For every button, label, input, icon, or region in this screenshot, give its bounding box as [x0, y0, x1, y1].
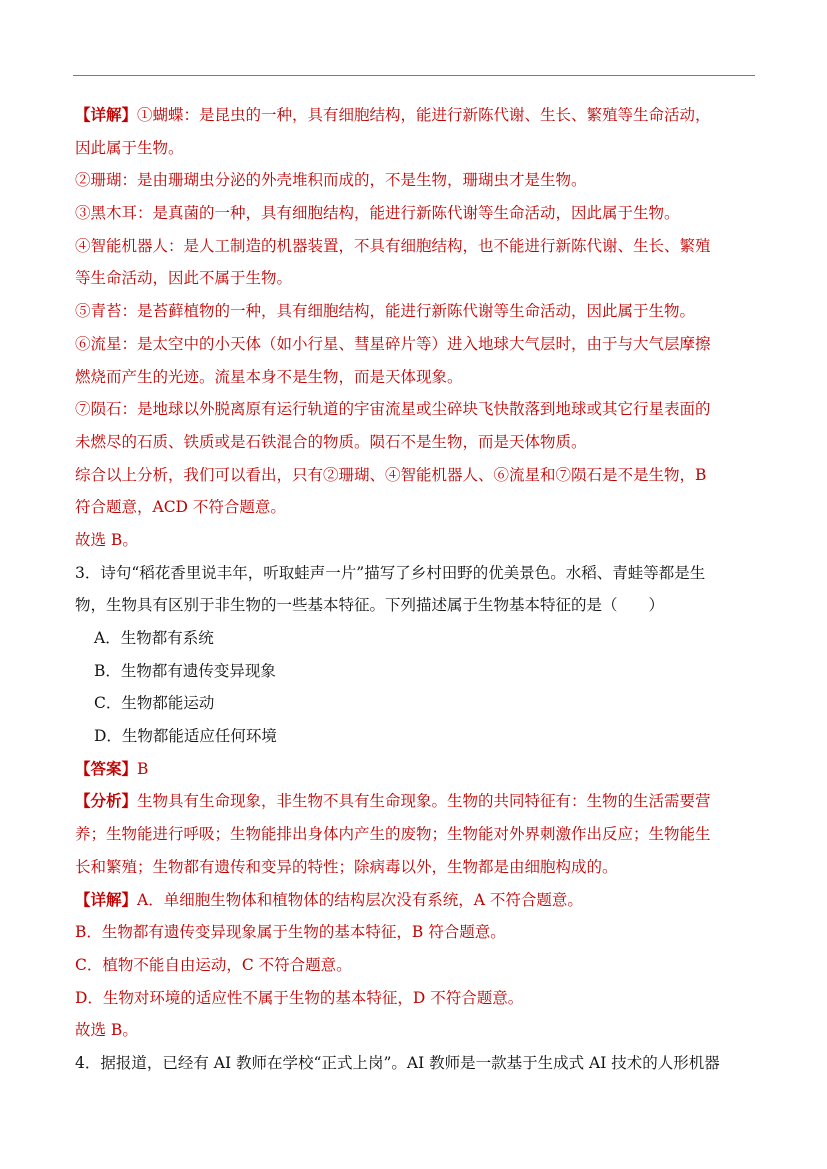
section-tag: 【答案】 [75, 758, 138, 778]
text-line [75, 949, 755, 982]
text-line [75, 1047, 755, 1080]
section-tag: 【分析】 [75, 791, 138, 811]
line-text: C．生物都能运动 [94, 694, 215, 713]
line-text: D．生物对环境的适应性不属于生物的基本特征，D 不符合题意。 [75, 988, 524, 1007]
section-tag: 【详解】 [75, 889, 138, 909]
text-line [75, 230, 755, 263]
section-tag: 【详解】 [75, 105, 138, 124]
answer-option [75, 655, 755, 688]
text-line [75, 459, 755, 492]
line-text: ③黑木耳：是真菌的一种，具有细胞结构，能进行新陈代谢等生命活动，因此属于生物。 [75, 204, 680, 223]
labeled-line [75, 785, 755, 818]
text-line [75, 197, 755, 230]
text-line [75, 524, 755, 557]
line-text: 物，生物具有区别于非生物的一些基本特征。下列描述属于生物基本特征的是（ ） [75, 596, 665, 615]
document-body [75, 99, 755, 1080]
line-text: B [137, 759, 149, 778]
text-line [75, 361, 755, 394]
text-line [75, 262, 755, 295]
text-line [75, 132, 755, 165]
line-text: C．植物不能自由运动，C 不符合题意。 [75, 955, 352, 974]
text-line [75, 589, 755, 622]
answer-option [75, 720, 755, 753]
line-text: ⑦陨石：是地球以外脱离原有运行轨道的宇宙流星或尘碎块飞快散落到地球或其它行星表面的 [75, 400, 711, 419]
line-text: B．生物都有遗传变异现象属于生物的基本特征，B 符合题意。 [75, 923, 506, 942]
text-line [75, 295, 755, 328]
line-text: ⑥流星：是太空中的小天体（如小行星、彗星碎片等）进入地球大气层时，由于与大气层摩擦 [75, 334, 711, 353]
line-text: 养；生物能进行呼吸；生物能排出身体内产生的废物；生物能对外界刺激作出反应；生物能生 [75, 825, 711, 844]
answer-option [75, 687, 755, 720]
answer-option [75, 622, 755, 655]
header-rule [73, 75, 755, 76]
text-line [75, 426, 755, 459]
text-line [75, 328, 755, 361]
line-text: 3．诗句“稻花香里说丰年，听取蛙声一片”描写了乡村田野的优美景色。水稻、青蛙等都是生 [75, 563, 706, 582]
line-text: A．单细胞生物体和植物体的结构层次没有系统，A 不符合题意。 [137, 890, 583, 909]
text-line [75, 1014, 755, 1047]
line-text: 4．据报道，已经有 AI 教师在学校“正式上岗”。AI 教师是一款基于生成式 AI 技术的人形机器 [75, 1053, 720, 1072]
line-text: ④智能机器人：是人工制造的机器装置，不具有细胞结构，也不能进行新陈代谢、生长、繁殖 [75, 236, 711, 255]
line-text: D．生物都能适应任何环境 [94, 727, 277, 746]
text-line [75, 982, 755, 1015]
line-text: 故选 B。 [75, 1021, 138, 1040]
line-text: 等生命活动，因此不属于生物。 [75, 269, 293, 288]
text-line [75, 393, 755, 426]
line-text: 符合题意，ACD 不符合题意。 [75, 498, 286, 517]
line-text: A．生物都有系统 [94, 629, 214, 647]
labeled-line [75, 753, 755, 786]
line-text: 因此属于生物。 [75, 138, 184, 157]
text-line [75, 491, 755, 524]
line-text: B．生物都有遗传变异现象 [94, 661, 276, 680]
text-line [75, 851, 755, 884]
line-text: ②珊瑚：是由珊瑚虫分泌的外壳堆积而成的，不是生物，珊瑚虫才是生物。 [75, 171, 587, 190]
text-line [75, 916, 755, 949]
labeled-line [75, 884, 755, 917]
line-text: 未燃尽的石质、铁质或是石铁混合的物质。陨石不是生物，而是天体物质。 [75, 432, 587, 451]
text-line [75, 557, 755, 590]
line-text: 综合以上分析，我们可以看出，只有②珊瑚、④智能机器人、⑥流星和⑦陨石是不是生物，B [75, 465, 707, 484]
line-text: ①蝴蝶：是昆虫的一种，具有细胞结构，能进行新陈代谢、生长、繁殖等生命活动， [137, 106, 711, 124]
line-text: 长和繁殖；生物都有遗传和变异的特性；除病毒以外，生物都是由细胞构成的。 [75, 857, 618, 876]
line-text: 生物具有生命现象，非生物不具有生命现象。生物的共同特征有：生物的生活需要营 [137, 792, 711, 811]
labeled-line [75, 99, 755, 132]
line-text: ⑤青苔：是苔藓植物的一种，具有细胞结构，能进行新陈代谢等生命活动，因此属于生物。 [75, 302, 696, 321]
text-line [75, 818, 755, 851]
line-text: 故选 B。 [75, 530, 138, 549]
line-text: 燃烧而产生的光迹。流星本身不是生物，而是天体现象。 [75, 367, 463, 386]
text-line [75, 164, 755, 197]
